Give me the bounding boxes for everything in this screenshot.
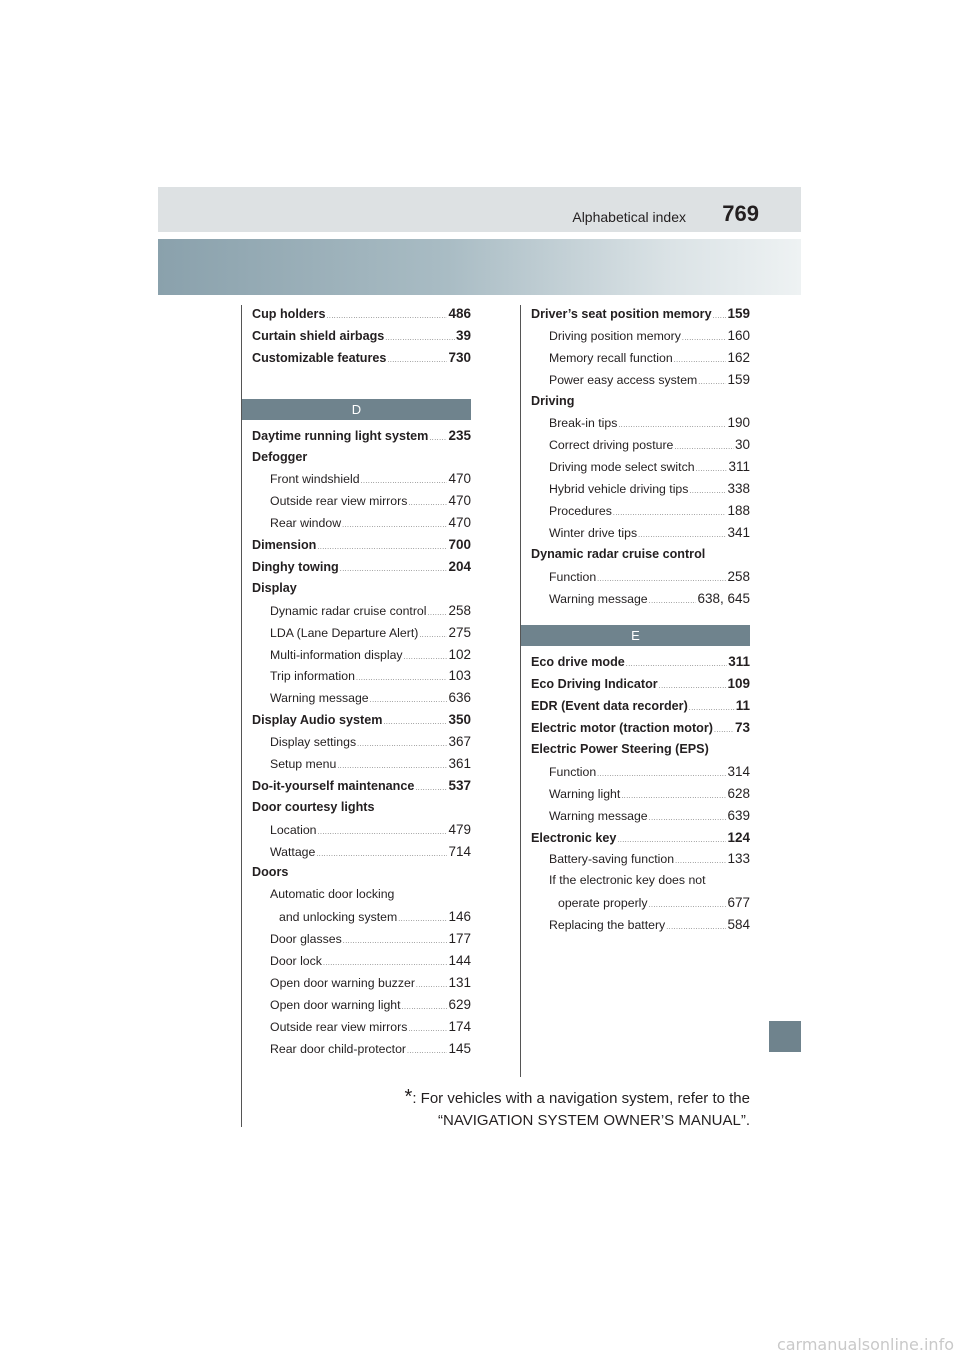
index-entry[interactable] bbox=[531, 525, 750, 547]
dot-leader bbox=[659, 683, 727, 690]
index-entry-page[interactable]: 258 bbox=[448, 602, 471, 618]
dot-leader bbox=[337, 763, 447, 770]
dot-leader bbox=[649, 815, 727, 822]
dot-leader bbox=[323, 960, 448, 967]
index-entry[interactable] bbox=[531, 917, 750, 939]
dot-leader bbox=[408, 1026, 447, 1033]
index-entry-page[interactable]: 714 bbox=[448, 843, 471, 859]
watermark: carmanualsonline.info bbox=[776, 1335, 954, 1354]
index-entry[interactable] bbox=[531, 720, 750, 742]
footnote bbox=[390, 1086, 750, 1132]
dot-leader bbox=[714, 727, 734, 734]
index-entry-page[interactable]: 177 bbox=[448, 931, 471, 947]
dot-leader bbox=[621, 793, 726, 800]
index-entry-text: Warning light bbox=[549, 786, 621, 801]
index-entry[interactable] bbox=[252, 975, 471, 997]
index-entry-page[interactable]: 131 bbox=[448, 974, 471, 990]
dot-leader bbox=[419, 632, 447, 639]
dot-leader bbox=[649, 598, 697, 605]
dot-leader bbox=[316, 851, 447, 858]
index-entry[interactable] bbox=[531, 676, 750, 698]
index-entry[interactable] bbox=[531, 459, 750, 481]
section-header-e: E bbox=[521, 625, 750, 646]
index-entry-page[interactable]: 338 bbox=[727, 481, 750, 497]
index-entry-text: Procedures bbox=[549, 504, 612, 519]
index-entry[interactable] bbox=[531, 654, 750, 676]
index-entry-page[interactable]: 700 bbox=[448, 537, 471, 553]
index-entry[interactable] bbox=[252, 428, 471, 450]
index-entry-page[interactable]: 133 bbox=[727, 851, 750, 867]
index-entry-text: EDR (Event data recorder) bbox=[531, 699, 688, 714]
dot-leader bbox=[342, 522, 447, 529]
index-entry-page[interactable]: 636 bbox=[448, 690, 471, 706]
index-entry-page[interactable]: 11 bbox=[735, 698, 750, 714]
index-entry[interactable] bbox=[252, 909, 471, 931]
dot-leader bbox=[674, 357, 727, 364]
index-entry[interactable] bbox=[252, 328, 471, 350]
index-entry[interactable] bbox=[252, 647, 471, 669]
index-entry-page[interactable]: 146 bbox=[448, 909, 471, 925]
index-entry-text: operate properly bbox=[558, 896, 648, 911]
dot-leader bbox=[343, 938, 448, 945]
index-entry-text: Display bbox=[252, 580, 297, 595]
index-entry-text: Eco drive mode bbox=[531, 655, 625, 670]
index-entry-page[interactable]: 677 bbox=[727, 895, 750, 911]
index-entry[interactable] bbox=[531, 786, 750, 808]
index-entry[interactable] bbox=[531, 415, 750, 437]
dot-leader bbox=[398, 916, 447, 923]
index-entry[interactable] bbox=[531, 372, 750, 394]
index-entry[interactable] bbox=[252, 953, 471, 975]
index-entry-page[interactable]: 162 bbox=[727, 349, 750, 365]
index-entry-text: Door glasses bbox=[270, 932, 342, 947]
index-entry[interactable] bbox=[531, 306, 750, 328]
index-entry[interactable] bbox=[252, 734, 471, 756]
index-entry[interactable] bbox=[531, 350, 750, 372]
dot-leader bbox=[698, 379, 726, 386]
index-entry-page[interactable]: 275 bbox=[448, 624, 471, 640]
index-entry-page[interactable]: 341 bbox=[727, 524, 750, 540]
index-entry-text: Open door warning buzzer bbox=[270, 975, 415, 990]
index-entry[interactable] bbox=[531, 698, 750, 720]
index-entry[interactable] bbox=[252, 581, 471, 603]
index-entry-page[interactable]: 103 bbox=[448, 668, 471, 684]
index-entry[interactable] bbox=[252, 887, 471, 909]
column-divider-rule bbox=[520, 305, 521, 1077]
dot-leader bbox=[649, 902, 727, 909]
index-entry-page[interactable]: 638, 645 bbox=[697, 590, 750, 606]
index-entry-text: Hybrid vehicle driving tips bbox=[549, 482, 689, 497]
index-entry-page[interactable]: 73 bbox=[734, 720, 750, 736]
index-entry[interactable] bbox=[531, 764, 750, 786]
dot-leader bbox=[370, 697, 448, 704]
index-entry[interactable] bbox=[252, 997, 471, 1019]
index-entry[interactable] bbox=[531, 873, 750, 895]
index-entry-page[interactable]: 361 bbox=[448, 756, 471, 772]
dot-leader bbox=[696, 466, 728, 473]
index-entry-text: Door courtesy lights bbox=[252, 799, 375, 814]
index-entry-text: Function bbox=[549, 569, 597, 584]
dot-leader bbox=[617, 837, 726, 844]
index-entry-page[interactable]: 160 bbox=[727, 327, 750, 343]
index-entry-page[interactable]: 39 bbox=[455, 327, 471, 343]
index-entry[interactable] bbox=[531, 437, 750, 459]
index-entry-page[interactable]: 204 bbox=[448, 559, 471, 575]
dot-leader bbox=[713, 313, 727, 320]
footnote-line-1: : For vehicles with a navigation system, refer to the bbox=[412, 1090, 750, 1107]
index-entry-page[interactable]: 30 bbox=[734, 437, 750, 453]
index-entry-page[interactable]: 628 bbox=[727, 785, 750, 801]
index-entry-page[interactable]: 730 bbox=[448, 349, 471, 365]
index-entry-text: Battery-saving function bbox=[549, 852, 675, 867]
dot-leader bbox=[428, 610, 448, 617]
index-entry-page[interactable]: 311 bbox=[728, 654, 750, 670]
index-entry[interactable] bbox=[252, 515, 471, 537]
index-entry-text: Cup holders bbox=[252, 307, 326, 321]
dot-leader bbox=[317, 544, 447, 551]
index-entry-page[interactable]: 235 bbox=[448, 427, 471, 443]
index-entry[interactable] bbox=[252, 690, 471, 712]
dot-leader bbox=[638, 532, 726, 539]
index-entry-text: If the electronic key does not bbox=[549, 873, 706, 888]
dot-leader bbox=[415, 785, 447, 792]
index-entry[interactable] bbox=[252, 471, 471, 493]
index-entry-text: Setup menu bbox=[270, 757, 337, 772]
dot-leader bbox=[383, 719, 447, 726]
index-entry-text: Eco Driving Indicator bbox=[531, 677, 658, 692]
index-entry-text: Automatic door locking bbox=[270, 887, 395, 902]
dot-leader bbox=[429, 435, 447, 442]
index-entry-text: Door lock bbox=[270, 954, 322, 969]
index-entry-page[interactable]: 258 bbox=[727, 568, 750, 584]
index-entry-text: and unlocking system bbox=[279, 910, 398, 925]
index-entry-text: Warning message bbox=[549, 808, 648, 823]
index-entry[interactable] bbox=[252, 350, 471, 372]
header-gradient-band bbox=[158, 239, 801, 295]
index-entry[interactable] bbox=[531, 830, 750, 852]
dot-leader bbox=[416, 982, 448, 989]
index-entry-text: Curtain shield airbags bbox=[252, 328, 385, 343]
dot-leader bbox=[597, 576, 726, 583]
left-index-column bbox=[252, 306, 471, 1063]
dot-leader bbox=[689, 705, 735, 712]
index-entry[interactable] bbox=[252, 712, 471, 734]
index-entry-page[interactable]: 470 bbox=[448, 471, 471, 487]
index-entry-text: Power easy access system bbox=[549, 372, 698, 387]
index-entry[interactable] bbox=[252, 1041, 471, 1063]
index-entry-text: Multi-information display bbox=[270, 647, 403, 662]
dot-leader bbox=[666, 924, 726, 931]
index-entry[interactable] bbox=[252, 559, 471, 581]
dot-leader bbox=[385, 335, 455, 342]
page-header bbox=[158, 187, 801, 232]
index-entry-page[interactable]: 102 bbox=[448, 646, 471, 662]
dot-leader bbox=[408, 500, 447, 507]
index-entry[interactable] bbox=[252, 865, 471, 887]
index-entry[interactable] bbox=[252, 625, 471, 647]
section-header-d: D bbox=[242, 399, 471, 420]
index-entry[interactable] bbox=[252, 1019, 471, 1041]
index-entry-text: Dynamic radar cruise control bbox=[531, 546, 706, 561]
index-entry-text: Defogger bbox=[252, 449, 308, 464]
index-entry[interactable] bbox=[252, 822, 471, 844]
dot-leader bbox=[356, 675, 448, 682]
index-entry-page[interactable]: 145 bbox=[448, 1040, 471, 1056]
index-entry[interactable] bbox=[531, 394, 750, 416]
index-entry[interactable] bbox=[252, 778, 471, 800]
dot-leader bbox=[361, 478, 448, 485]
index-entry[interactable] bbox=[252, 931, 471, 953]
index-entry[interactable] bbox=[531, 569, 750, 591]
footnote-line-2: “NAVIGATION SYSTEM OWNER’S MANUAL”. bbox=[438, 1112, 750, 1129]
index-entry-page[interactable]: 486 bbox=[448, 306, 471, 321]
index-entry-page[interactable]: 639 bbox=[727, 807, 750, 823]
dot-leader bbox=[402, 1004, 448, 1011]
index-entry-text: Replacing the battery bbox=[549, 918, 666, 933]
index-entry-text: Winter drive tips bbox=[549, 525, 638, 540]
index-entry-text: Front windshield bbox=[270, 472, 360, 487]
index-entry-page[interactable]: 350 bbox=[448, 712, 471, 728]
index-entry-text: Rear window bbox=[270, 516, 342, 531]
index-entry[interactable] bbox=[252, 450, 471, 472]
index-entry-text: Function bbox=[549, 764, 597, 779]
index-entry-page[interactable]: 314 bbox=[727, 763, 750, 779]
index-entry-text: Warning message bbox=[549, 591, 648, 606]
index-entry-text: Display Audio system bbox=[252, 713, 383, 728]
index-entry[interactable] bbox=[531, 503, 750, 525]
index-entry-text: Location bbox=[270, 822, 317, 837]
index-entry[interactable] bbox=[252, 756, 471, 778]
index-entry[interactable] bbox=[252, 844, 471, 866]
index-entry-page[interactable]: 470 bbox=[448, 493, 471, 509]
index-entry-text: Electric Power Steering (EPS) bbox=[531, 742, 709, 757]
dot-leader bbox=[407, 1048, 447, 1055]
index-entry-text: Correct driving posture bbox=[549, 438, 674, 453]
index-entry-text: Warning message bbox=[270, 691, 369, 706]
index-entry-text: Outside rear view mirrors bbox=[270, 1019, 408, 1034]
right-index-column bbox=[531, 306, 750, 939]
index-entry-page[interactable]: 470 bbox=[448, 515, 471, 531]
index-entry-page[interactable]: 159 bbox=[727, 371, 750, 387]
index-entry-text: Driving bbox=[531, 393, 575, 408]
index-entry[interactable] bbox=[531, 547, 750, 569]
index-entry-page[interactable]: 188 bbox=[727, 503, 750, 519]
index-entry-text: Daytime running light system bbox=[252, 428, 429, 443]
index-entry-text: Driver’s seat position memory bbox=[531, 307, 712, 321]
index-entry-text: Doors bbox=[252, 865, 289, 880]
index-entry-text: Electronic key bbox=[531, 830, 617, 845]
dot-leader bbox=[626, 661, 727, 668]
index-entry-text: Do-it-yourself maintenance bbox=[252, 778, 415, 793]
index-entry[interactable] bbox=[252, 306, 471, 328]
index-entry-text: Rear door child-protector bbox=[270, 1041, 407, 1056]
index-entry[interactable] bbox=[252, 800, 471, 822]
index-entry-text: Dinghy towing bbox=[252, 560, 339, 575]
dot-leader bbox=[618, 422, 726, 429]
index-entry[interactable] bbox=[252, 603, 471, 625]
dot-leader bbox=[597, 771, 726, 778]
dot-leader bbox=[318, 829, 448, 836]
index-entry-text: Dimension bbox=[252, 538, 317, 553]
index-entry-page[interactable]: 367 bbox=[448, 734, 471, 750]
dot-leader bbox=[613, 510, 727, 517]
dot-leader bbox=[689, 488, 726, 495]
index-entry-text: Display settings bbox=[270, 735, 357, 750]
dot-leader bbox=[387, 357, 447, 364]
index-entry[interactable] bbox=[531, 591, 750, 613]
header-title: Alphabetical index bbox=[572, 209, 686, 225]
index-entry[interactable] bbox=[252, 493, 471, 515]
index-entry-text: Wattage bbox=[270, 844, 316, 859]
index-entry[interactable] bbox=[531, 895, 750, 917]
index-entry-text: Trip information bbox=[270, 669, 355, 684]
index-entry-text: Driving position memory bbox=[549, 328, 681, 343]
dot-leader bbox=[340, 566, 448, 573]
index-entry-text: Driving mode select switch bbox=[549, 460, 695, 475]
dot-leader bbox=[682, 335, 727, 342]
index-entry-page[interactable]: 124 bbox=[727, 829, 750, 845]
dot-leader bbox=[675, 858, 726, 865]
index-entry[interactable] bbox=[531, 851, 750, 873]
index-entry-text: LDA (Lane Departure Alert) bbox=[270, 625, 419, 640]
index-side-tab bbox=[769, 1021, 801, 1052]
index-entry-page[interactable]: 537 bbox=[448, 777, 471, 793]
index-entry-page[interactable]: 144 bbox=[448, 953, 471, 969]
index-entry-text: Open door warning light bbox=[270, 997, 401, 1012]
index-entry[interactable] bbox=[252, 668, 471, 690]
index-entry-text: Break-in tips bbox=[549, 416, 618, 431]
index-entry-page[interactable]: 629 bbox=[448, 996, 471, 1012]
dot-leader bbox=[674, 444, 734, 451]
index-entry[interactable] bbox=[531, 328, 750, 350]
index-entry[interactable] bbox=[531, 481, 750, 503]
index-entry-page[interactable]: 311 bbox=[728, 459, 750, 475]
index-entry-page[interactable]: 190 bbox=[727, 415, 750, 431]
index-entry[interactable] bbox=[531, 808, 750, 830]
left-margin-rule bbox=[241, 305, 242, 1127]
index-entry-text: Customizable features bbox=[252, 350, 387, 365]
index-entry-text: Electric motor (traction motor) bbox=[531, 721, 713, 736]
index-entry-page[interactable]: 479 bbox=[448, 821, 471, 837]
index-entry-page[interactable]: 109 bbox=[727, 676, 750, 692]
index-entry-page[interactable]: 174 bbox=[448, 1018, 471, 1034]
dot-leader bbox=[357, 741, 447, 748]
index-entry-page[interactable]: 584 bbox=[727, 917, 750, 933]
index-entry[interactable] bbox=[531, 742, 750, 764]
index-entry-text: Memory recall function bbox=[549, 350, 673, 365]
footnote-star: * bbox=[404, 1086, 413, 1108]
index-entry[interactable] bbox=[252, 537, 471, 559]
dot-leader bbox=[404, 654, 448, 661]
page-number: 769 bbox=[722, 201, 759, 226]
index-entry-text: Dynamic radar cruise control bbox=[270, 603, 427, 618]
index-entry-page[interactable]: 159 bbox=[727, 306, 750, 321]
dot-leader bbox=[326, 313, 447, 320]
index-entry-text: Outside rear view mirrors bbox=[270, 494, 408, 509]
